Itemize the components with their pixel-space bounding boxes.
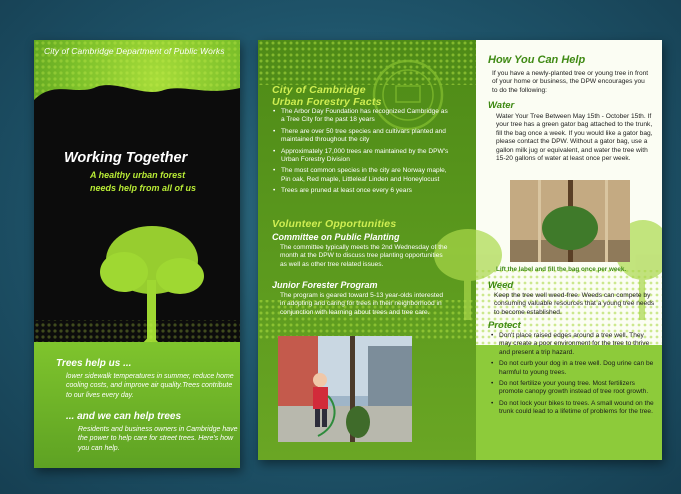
facts-list — [272, 108, 452, 199]
fact-item: • Approximately 17,000 trees are maintained by the DPW's Urban Forestry Division — [272, 148, 452, 165]
we-help-text: Residents and business owners in Cambridge have the power to help care for street trees. Here's how you can help. — [78, 426, 238, 452]
facts-title-line-2: Urban Forestry Facts — [272, 96, 382, 108]
how-you-can-help-title: How You Can Help — [488, 54, 586, 66]
protect-item: • Do not fertilize your young tree. Most fertilizers promote canopy growth instead of tree root growth. — [490, 380, 656, 397]
front-subtitle-line-2: needs help from all of us — [90, 183, 197, 193]
weed-title: Weed — [488, 280, 514, 291]
fact-item: • The most common species in the city are Norway maple, Pin oak, Red maple, Littleleaf Linden and Honeylocust — [272, 167, 452, 184]
photo-caption: Lift the label and fill the bag once per week. — [496, 266, 627, 273]
water-text: Water Your Tree Between May 15th - October 15th. If your tree has a green gator bag attached to the trunk, fill the bag once a week. If you would like a gator bag, please contact the DPW. Without a gator bag, use a gallon milk jug or equivalent, and water the tree with 15-20 gallons of water at least once per week. — [496, 113, 653, 163]
junior-title: Junior Forester Program — [272, 280, 378, 290]
weed-text: Keep the tree well weed-free. Weeds can compete by consuming valuable resources that a young tree needs to become established. — [494, 292, 655, 316]
protect-item: • Don't place raised edges around a tree well. They may create a poor environment for the tree to thrive and present a trip hazard. — [490, 332, 656, 357]
gator-photo-scene — [510, 180, 630, 262]
fact-item: • There are over 50 tree species and cultivars planted and maintained throughout the city — [272, 128, 452, 145]
brochure-front-panel — [34, 40, 240, 468]
protect-item: • Do not curb your dog in a tree well. Dog urine can be harmful to young trees. — [490, 360, 656, 377]
protect-list — [490, 332, 656, 420]
committee-text: The committee typically meets the 2nd Wednesday of the month at the DPW to discuss tree planting opportunities as well as other tree related issues. — [280, 244, 448, 268]
trees-help-text: lower sidewalk temperatures in summer, reduce home cooling costs, and improve air quality.Trees contribute to our lives every day. — [66, 373, 234, 399]
fact-item: • Trees are pruned at least once every 6 years — [272, 187, 452, 195]
child-watering-photo — [278, 336, 412, 442]
facts-title-line-1: City of Cambridge — [272, 84, 366, 96]
we-help-heading: ... and we can help trees — [66, 411, 182, 422]
brochure-inside-spread — [258, 40, 662, 460]
protect-title: Protect — [488, 320, 521, 331]
protect-item: • Do not lock your bikes to trees. A small wound on the trunk could lead to a lifetime of problems for the tree. — [490, 400, 656, 417]
photo-scene — [278, 336, 412, 442]
committee-title: Committee on Public Planting — [272, 232, 400, 242]
how-intro-text: If you have a newly-planted tree or young tree in front of your home or business, the DPW encourages you to do the following: — [492, 70, 649, 94]
junior-text: The program is geared toward 5-13 year-olds interested in adopting and caring for trees in their neighborhood in conjunction with learning about trees and tree care. — [280, 292, 444, 316]
front-title: Working Together — [64, 150, 188, 166]
front-header: City of Cambridge Department of Public Works — [44, 46, 225, 56]
gator-bag-photo — [510, 180, 630, 262]
fact-item: • The Arbor Day Foundation has recognized Cambridge as a Tree City for the past 18 years — [272, 108, 452, 125]
volunteer-title: Volunteer Opportunities — [272, 218, 397, 230]
trees-help-heading: Trees help us ... — [56, 358, 132, 369]
front-subtitle-line-1: A healthy urban forest — [90, 170, 186, 180]
water-title: Water — [488, 100, 515, 111]
